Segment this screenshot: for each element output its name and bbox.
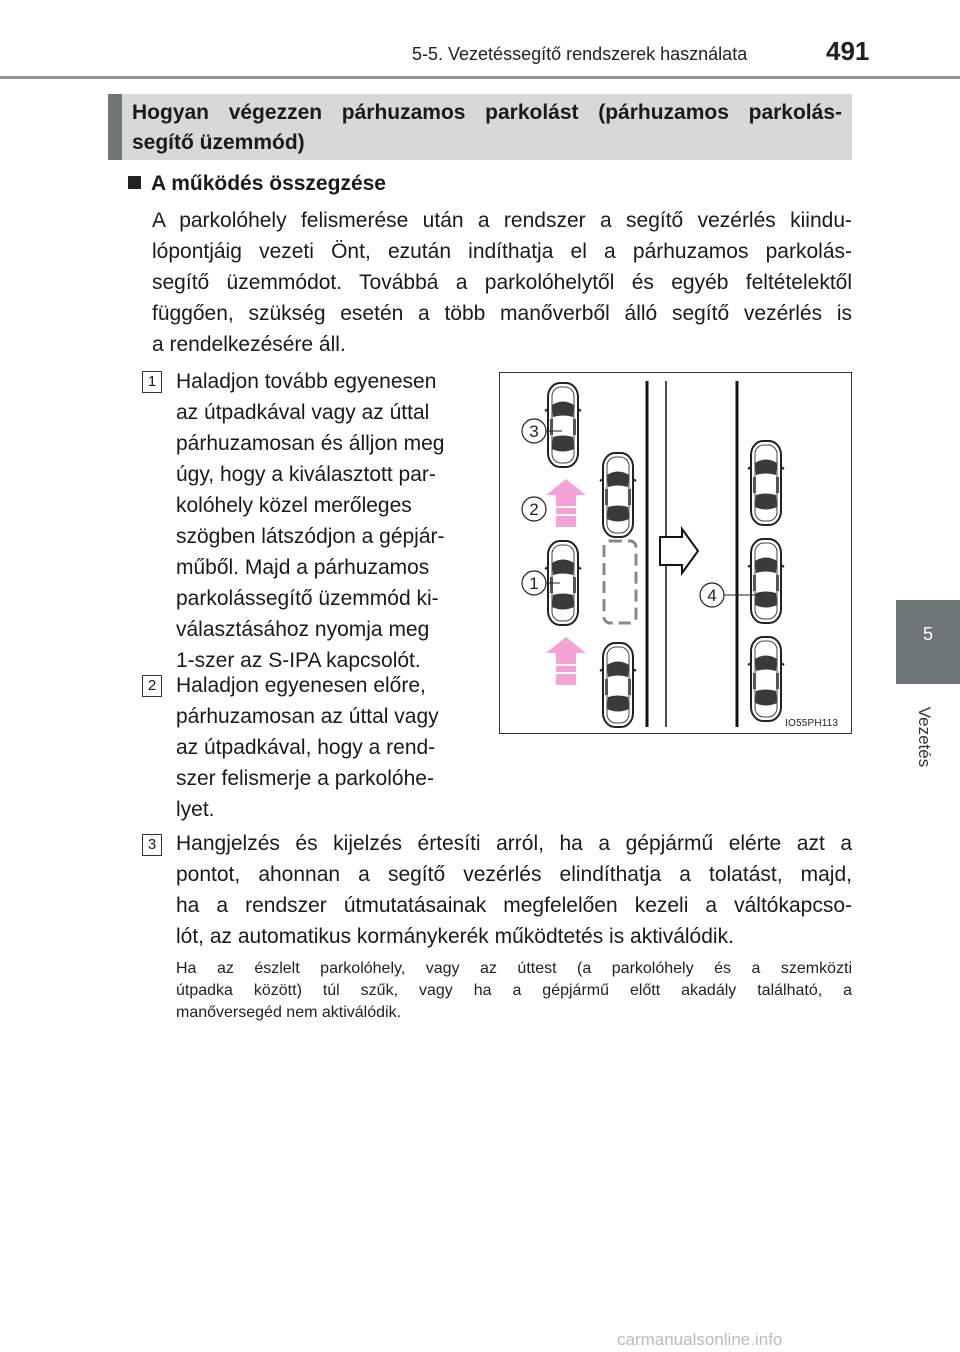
chapter-tab: 5	[896, 600, 960, 684]
svg-text:1: 1	[529, 574, 539, 593]
chapter-label-text: Vezetés	[915, 706, 934, 768]
intro-line: segítő üzemmódot. Továbbá a parkolóhelytől és egyéb feltételektől	[152, 271, 852, 294]
parked-car	[600, 643, 636, 727]
note-line: manőversegéd nem aktiválódik.	[176, 1004, 402, 1021]
subheading-text: A működés összegzése	[151, 172, 386, 195]
svg-text:4: 4	[707, 586, 717, 605]
step-line: pontot, ahonnan a segítő vezérlés elindíthatja a tolatást, majd,	[176, 863, 852, 886]
subheading	[128, 172, 386, 196]
running-header: 5-5. Vezetéssegítő rendszerek használata	[412, 44, 748, 64]
forward-arrow-icon	[546, 479, 586, 527]
step-2-text	[176, 670, 476, 825]
svg-text:3: 3	[529, 422, 539, 441]
intro-line: lópontjáig vezeti Önt, ezután indíthatja el a párhuzamos parkolás-	[152, 240, 852, 263]
step-line: párhuzamosan az úttal vagy	[176, 705, 439, 728]
callout-3	[522, 419, 546, 443]
intro-line: függően, szükség esetén a több manőverből álló segítő vezérlés is	[152, 302, 852, 325]
intro-paragraph	[152, 205, 852, 360]
parking-diagram-svg	[500, 373, 851, 733]
step-line: Haladjon egyenesen előre,	[176, 674, 426, 697]
step-line: 1-szer az S-IPA kapcsolót.	[176, 649, 421, 672]
step-line: lót, az automatikus kormánykerék működtetés is aktiválódik.	[176, 925, 734, 948]
step-line: úgy, hogy a kiválasztott par-	[176, 463, 436, 486]
result-car	[748, 441, 784, 525]
result-car-parked	[748, 539, 784, 623]
step-line: parkolássegítő üzemmód ki-	[176, 587, 439, 610]
figure-code: IO55PH113	[785, 718, 839, 729]
intro-line: a rendelkezésére áll.	[152, 333, 346, 356]
parking-diagram	[499, 372, 852, 734]
section-banner	[108, 94, 852, 160]
step-line: szer felismerje a parkolóhe-	[176, 767, 434, 790]
watermark: carmanualsonline.info	[617, 1330, 783, 1349]
callout-2	[522, 497, 546, 521]
callout-4	[700, 583, 724, 607]
step-line: Hangjelzés és kijelzés értesíti arról, ha a gépjármű elérte azt a	[176, 832, 852, 855]
chapter-label	[912, 692, 936, 782]
step-line: az útpadkával vagy az úttal	[176, 401, 430, 424]
parking-space	[604, 541, 636, 623]
step-line: választásához nyomja meg	[176, 618, 430, 641]
note-line: útpadka között) túl szűk, vagy ha a gépjármű előtt akadály található, a	[176, 982, 852, 999]
svg-text:2: 2	[529, 500, 539, 519]
note-paragraph	[176, 958, 852, 1024]
callout-1	[522, 571, 546, 595]
page-number: 491	[826, 36, 870, 66]
parked-car	[600, 453, 636, 537]
step-line: Haladjon tovább egyenesen	[176, 370, 437, 393]
note-line: Ha az észlelt parkolóhely, vagy az úttest (a parkolóhely és a szemközti	[176, 960, 852, 977]
step-line: kolóhely közel merőleges	[176, 494, 412, 517]
step-1-text	[176, 366, 476, 676]
step-number-2: 2	[142, 675, 162, 697]
header-rule	[0, 76, 960, 79]
banner-title-line1: Hogyan végezzen párhuzamos parkolást (párhuzamos parkolás-	[132, 101, 842, 124]
result-car	[748, 637, 784, 721]
intro-line: A parkolóhely felismerése után a rendszer a segítő vezérlés kiindu-	[152, 209, 852, 232]
step-3-text	[176, 828, 852, 952]
forward-arrow-icon	[546, 637, 586, 685]
banner-title-line2: segítő üzemmód)	[132, 131, 305, 154]
step-line: az útpadkával, hogy a rend-	[176, 736, 436, 759]
step-line: párhuzamosan és álljon meg	[176, 432, 445, 455]
step-line: lyet.	[176, 798, 215, 821]
square-bullet-icon	[128, 176, 141, 189]
own-car-position-3	[545, 383, 581, 467]
step-number-3: 3	[142, 834, 162, 856]
step-line: szögben látszódjon a gépjár-	[176, 525, 445, 548]
step-number-1: 1	[142, 371, 162, 393]
step-line: műből. Majd a párhuzamos	[176, 556, 430, 579]
step-line: ha a rendszer útmutatásainak megfelelően kezeli a váltókapcso-	[176, 894, 852, 917]
